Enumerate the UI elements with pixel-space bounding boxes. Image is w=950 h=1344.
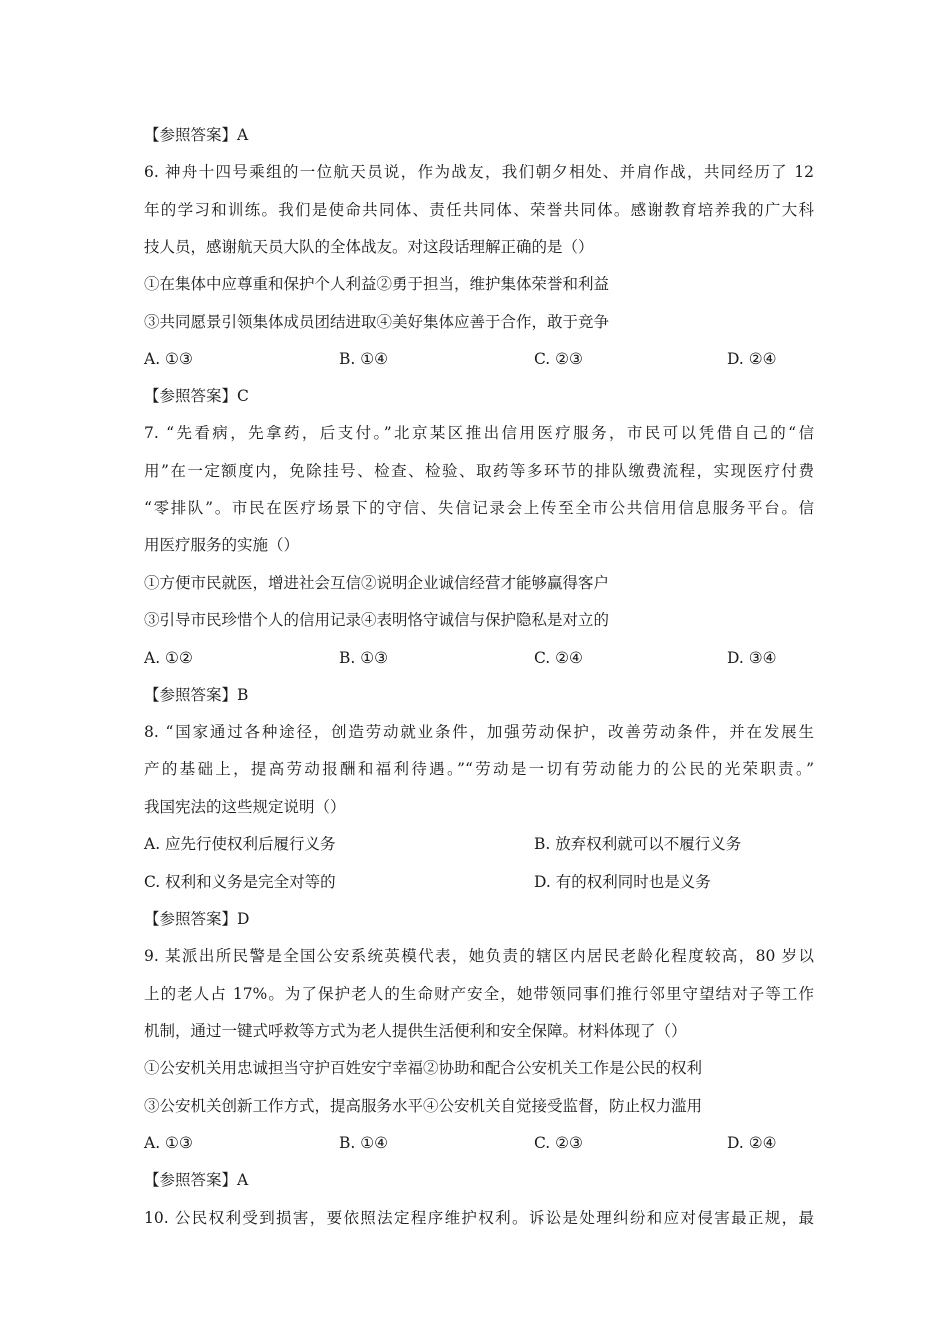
option-a: A. ①③ <box>144 350 193 368</box>
answer-6 <box>144 384 814 408</box>
answer-9 <box>144 1168 814 1192</box>
answer-value: A <box>237 1171 249 1189</box>
answer-value: B <box>237 686 249 704</box>
option-c: C. 权利和义务是完全对等的 <box>144 873 336 891</box>
question-9-options <box>144 1131 814 1155</box>
answer-value: C <box>237 387 249 405</box>
question-8-line-2: 产的基础上，提高劳动报酬和福利待遇。”“劳动是一切有劳动能力的公民的光荣职责。” <box>144 760 814 778</box>
answer-7 <box>144 683 814 707</box>
question-6-statement-2: ③共同愿景引领集体成员团结进取④美好集体应善于合作，敢于竞争 <box>144 313 610 331</box>
option-c: C. ②③ <box>534 350 583 368</box>
answer-label: 【参照答案】 <box>144 126 238 144</box>
option-d: D. ②④ <box>727 1134 777 1152</box>
question-10-line-1: 10. 公民权利受到损害，要依照法定程序维护权利。诉讼是处理纠纷和应对侵害最正规，最 <box>144 1209 814 1227</box>
answer-label: 【参照答案】 <box>144 686 238 704</box>
question-6-statement-1: ①在集体中应尊重和保护个人利益②勇于担当，维护集体荣誉和利益 <box>144 275 610 293</box>
question-8-options-row-2 <box>144 870 814 894</box>
option-b: B. 放弃权利就可以不履行义务 <box>534 835 742 853</box>
question-7-line-3: “零排队”。市民在医疗场景下的守信、失信记录会上传至全市公共信用信息服务平台。信 <box>144 499 814 517</box>
answer-value: A <box>237 126 249 144</box>
option-b: B. ①④ <box>339 1134 389 1152</box>
question-6-line-1: 6. 神舟十四号乘组的一位航天员说，作为战友，我们朝夕相处、并肩作战，共同经历了 12 <box>144 163 814 181</box>
option-d: D. ②④ <box>727 350 777 368</box>
option-b: B. ①④ <box>339 350 389 368</box>
question-9-line-1: 9. 某派出所民警是全国公安系统英模代表，她负责的辖区内居民老龄化程度较高，80 岁以 <box>144 947 814 965</box>
question-9-statement-1: ①公安机关用忠诚担当守护百姓安宁幸福②协助和配合公安机关工作是公民的权利 <box>144 1059 703 1077</box>
answer-5 <box>144 123 814 147</box>
question-9-line-3: 机制，通过一键式呼救等方式为老人提供生活便利和安全保障。材料体现了（） <box>144 1022 687 1040</box>
question-7-statement-1: ①方便市民就医，增进社会互信②说明企业诚信经营才能够赢得客户 <box>144 574 610 592</box>
option-a: A. ①③ <box>144 1134 193 1152</box>
answer-label: 【参照答案】 <box>144 387 238 405</box>
option-b: B. ①③ <box>339 649 389 667</box>
answer-8 <box>144 907 814 931</box>
question-8-options-row-1 <box>144 832 814 856</box>
question-7-options <box>144 646 814 670</box>
question-6-options <box>144 347 814 371</box>
option-c: C. ②③ <box>534 1134 583 1152</box>
option-d: D. 有的权利同时也是义务 <box>534 873 711 891</box>
question-6-line-3: 技人员，感谢航天员大队的全体战友。对这段话理解正确的是（） <box>144 238 594 256</box>
option-d: D. ③④ <box>727 649 777 667</box>
answer-label: 【参照答案】 <box>144 1171 238 1189</box>
question-9-line-2: 上的老人占 17%。为了保护老人的生命财产安全，她带领同事们推行邻里守望结对子等工作 <box>144 985 814 1003</box>
question-7-line-2: 用”在一定额度内，免除挂号、检查、检验、取药等多环节的排队缴费流程，实现医疗付费 <box>144 462 814 480</box>
answer-value: D <box>237 910 250 928</box>
option-a: A. 应先行使权利后履行义务 <box>144 835 336 853</box>
option-c: C. ②④ <box>534 649 583 667</box>
question-8-line-3: 我国宪法的这些规定说明（） <box>144 798 346 816</box>
question-6-line-2: 年的学习和训练。我们是使命共同体、责任共同体、荣誉共同体。感谢教育培养我的广大科 <box>144 201 814 219</box>
question-9-statement-2: ③公安机关创新工作方式，提高服务水平④公安机关自觉接受监督，防止权力滥用 <box>144 1097 703 1115</box>
question-7-statement-2: ③引导市民珍惜个人的信用记录④表明恪守诚信与保护隐私是对立的 <box>144 611 610 629</box>
question-7-line-4: 用医疗服务的实施（） <box>144 536 300 554</box>
question-7-line-1: 7. “先看病，先拿药，后支付。”北京某区推出信用医疗服务，市民可以凭借自己的“信 <box>144 424 814 442</box>
answer-label: 【参照答案】 <box>144 910 238 928</box>
question-8-line-1: 8. “国家通过各种途径，创造劳动就业条件，加强劳动保护，改善劳动条件，并在发展生 <box>144 723 814 741</box>
option-a: A. ①② <box>144 649 193 667</box>
